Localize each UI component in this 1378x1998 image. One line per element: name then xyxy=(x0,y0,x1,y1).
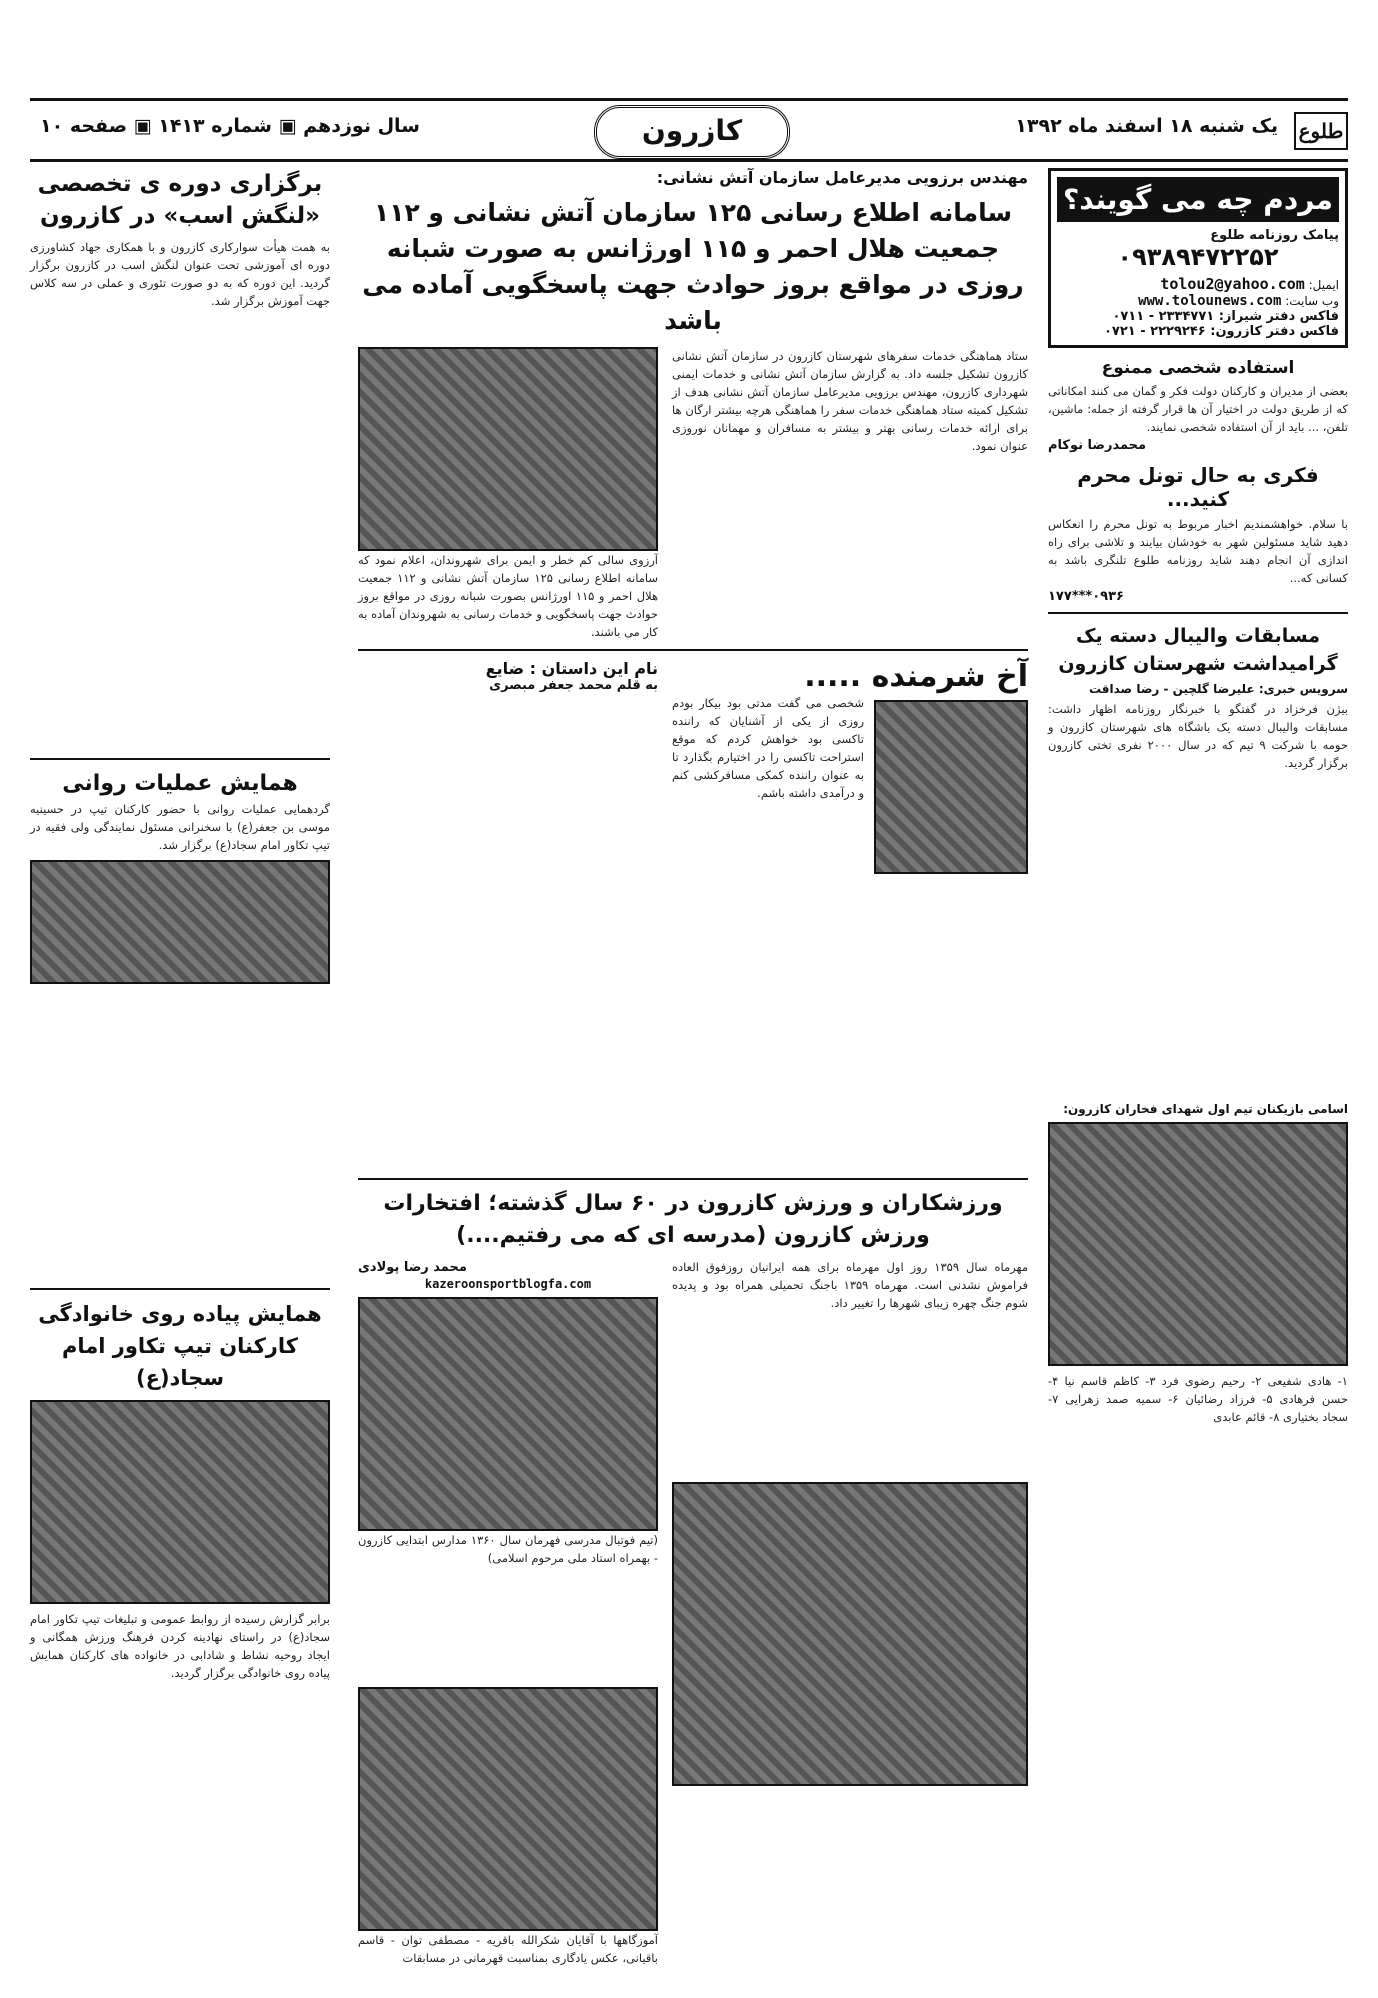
sms-label: پیامک روزنامه طلوع xyxy=(1210,228,1339,243)
tunnel-body: با سلام. خواهشمندیم اخبار مربوط به تونل محرم را انعکاس دهید شاید مسئولین شهر به خودشان بیایند و تلاشی برای راه اندازی آن انجام دهند شاید روزنامه طلوع تلنگری باشد به کسانی که... xyxy=(1048,517,1348,585)
walk-photo xyxy=(30,1400,330,1604)
page-header xyxy=(30,98,1348,162)
walk-title: همایش پیاده روی خانوادگی کارکنان تیپ تکاور امام سجاد(ع) xyxy=(38,1302,322,1390)
volleyball-players: ۱- هادی شفیعی ۲- رحیم رضوی فرد ۳- کاظم قاسم نیا ۴- حسن فرهادی ۵- فرزاد رضائیان ۶- سمیه صمد زهرایی ۷- سجاد بختیاری ۸- قائم عابدی xyxy=(1048,1374,1348,1424)
fire-article xyxy=(358,347,1028,641)
volleyball-players-label: اسامی بازیکنان تیم اول شهدای فخاران کازرون: xyxy=(1063,1102,1348,1116)
story-author: به قلم محمد جعفر مبصری xyxy=(489,678,658,693)
header-date: یک شنبه ۱۸ اسفند ماه ۱۳۹۲ xyxy=(1015,115,1278,137)
people-title: مردم چه می گویند؟ xyxy=(1057,177,1339,222)
fire-title: سامانه اطلاع رسانی ۱۲۵ سازمان آتش نشانی و ۱۱۲ جمعیت هلال احمر و ۱۱۵ اورژانس به صورت شبانه روزی در مواقع بروز حوادث جهت پاسخگویی آماده می باشد xyxy=(362,198,1024,335)
fire-meeting-photo xyxy=(358,347,658,551)
volleyball-body: بیژن فرخزاد در گفتگو با خبرنگار روزنامه اظهار داشت: مسابقات والیبال دسته یک باشگاه های شهرستان کازرون و حومه با شرکت ۹ تیم که در سال ۲۰۰۰ نفری تختی کازرون برگزار گردید. xyxy=(1048,702,1348,770)
email-label: ایمیل: xyxy=(1308,278,1339,292)
walk-body: برابر گزارش رسیده از روابط عمومی و تبلیغات تیپ تکاور امام سجاد(ع) در راستای نهادینه کردن فرهنگ ورزش همگانی و ایجاد روحیه نشاط و شادابی در خانواده های کارکنان همایش پیاده روی خانوادگی برگزار گردید. xyxy=(30,1612,330,1680)
sports-caption-2: آموزگاهها با آقایان شکرالله باقریه - مصطفی توان - قاسم باقیانی، عکس یادگاری بمناسبت قهرمانی در مسابقات xyxy=(358,1933,658,1965)
sports-title: ورزشکاران و ورزش کازرون در ۶۰ سال گذشته؛ افتخارات ورزش کازرون (مدرسه ای که می رفتیم....) xyxy=(383,1191,1003,1248)
header-section: کازرون xyxy=(594,105,790,159)
personal-use-title: استفاده شخصی ممنوع xyxy=(1101,358,1295,378)
tunnel-title: فکری به حال تونل محرم کنید... xyxy=(1077,463,1319,511)
newspaper-logo: طلوع xyxy=(1294,112,1348,150)
fax-shiraz: فاکس دفتر شیراز: ۲۳۳۴۷۷۱ - ۰۷۱۱ xyxy=(1112,309,1339,324)
fire-body: ستاد هماهنگی خدمات سفرهای شهرستان کازرون در سازمان آتش نشانی کازرون تشکیل جلسه داد. به گزارش سازمان آتش نشانی و خدمات ایمنی شهرداری کازرون، مهندس برزویی مدیرعامل سازمان آتش نشانی هدف از تشکیل کمیته ستاد هماهنگی خدمات سفر را هماهنگی هرچه بیشتر ارگان ها برای ارائه خدمات رسانی بهتر و بیشتر به مسافران و مهمانان نوروزی عنوان نمود. xyxy=(672,349,1028,453)
football-team-photo xyxy=(358,1297,658,1531)
sms-number: ۰۹۳۸۹۴۷۲۲۵۲ xyxy=(1117,243,1279,271)
story-label: نام این داستان : ضایع xyxy=(485,659,658,678)
horse-body: به همت هیأت سوارکاری کازرون و با همکاری جهاد کشاورزی دوره ای آموزشی تحت عنوان لنگش اسب در کازرون برگزار گردید. این دوره که به دو صورت تئوری و عملی در سه کلاس جهت آموزش برگزار شد. xyxy=(30,240,330,308)
right-column xyxy=(1048,168,1348,1928)
people-box xyxy=(1048,168,1348,348)
horse-title: برگزاری دوره ی تخصصی «لنگش اسب» در کازرون xyxy=(37,171,323,229)
cleric-speaker-photo xyxy=(30,860,330,984)
seminar-title: همایش عملیات روانی xyxy=(62,771,298,796)
volleyball-title: مسابقات والیبال دسته یک گرامیداشت شهرستان کازرون xyxy=(1058,625,1338,675)
students-group-photo xyxy=(358,1687,658,1931)
fax-kazeroon: فاکس دفتر کازرون: ۲۲۲۹۲۴۶ - ۰۷۲۱ xyxy=(1103,324,1339,339)
fire-kicker: مهندس برزویی مدیرعامل سازمان آتش نشانی: xyxy=(656,168,1028,187)
web-label: وب سایت: xyxy=(1285,294,1339,308)
sports-blog: kazeroonsportblogfa.com xyxy=(424,1277,592,1291)
header-issue: سال نوزدهم ▣ شماره ۱۴۱۳ ▣ صفحه ۱۰ xyxy=(40,115,420,137)
sports-article xyxy=(358,1258,1028,1967)
shame-article xyxy=(358,659,1028,880)
email-address: tolou2@yahoo.com xyxy=(1160,275,1305,293)
center-column xyxy=(358,168,1028,1965)
tunnel-sms: ۰۹۳۶***۱۷۷ xyxy=(1048,589,1124,604)
shame-body: شخصی می گفت مدتی بود بیکار بودم روزی از یکی از آشنایان که راننده تاکسی بود خواهش کردم که موقع استراحت تاکسی را در اختیارم بگذارد تا به عنوان راننده کمکی مسافرکشی کنم و درآمدی داشته باشم. xyxy=(672,696,864,800)
personal-use-sign: محمدرضا نوکام xyxy=(1048,438,1147,453)
personal-use-body: بعضی از مدیران و کارکنان دولت فکر و گمان می کنند امکاناتی که از طریق دولت در اختیار آن ها قرار گرفته از جمله: ماشین، تلفن، ... باید از آن استفاده شخصی نمایند. xyxy=(1048,384,1348,434)
author-portrait xyxy=(874,700,1028,874)
seminar-body: گردهمایی عملیات روانی با حضور کارکنان تیپ در حسینیه موسی بن جعفر(ع) با سخنرانی مسئول نمایندگی ولی فقیه در تیپ تکاور امام سجاد(ع) برگزار شد. xyxy=(30,802,330,852)
volleyball-byline: سرویس خبری: علیرضا گلچین - رضا صداقت xyxy=(1088,682,1348,696)
newspaper-page xyxy=(30,30,1348,1965)
shame-title: آخ شرمنده ..... xyxy=(804,659,1028,694)
sports-byline: محمد رضا پولادی xyxy=(358,1260,467,1275)
left-column xyxy=(30,168,330,1928)
fire-caption: آرزوی سالی کم خطر و ایمن برای شهروندان، اعلام نمود که سامانه اطلاع رسانی ۱۲۵ سازمان آتش نشانی و ۱۱۲ جمعیت هلال احمر و ۱۱۵ اورژانس بصورت شبانه روزی در مواقع بروز حوادث جهت پاسخگویی و خدمات رسانی به شهروندان آماده به کار می باشند. xyxy=(358,553,659,639)
volleyball-team-photo xyxy=(1048,1122,1348,1366)
sports-caption-1: (تیم فوتبال مدرسی فهرمان سال ۱۳۶۰ مدارس ابتدایی کازرون - بهمراه استاد ملی مرحوم اسلامی) xyxy=(358,1533,658,1565)
sports-body: مهرماه سال ۱۳۵۹ روز اول مهرماه برای همه ایرانیان روزفوق العاده فراموش نشدنی است. مهرماه ۱۳۵۹ باجنگ تحمیلی همراه بود و پدیده شوم جنگ چهره زیبای شهرها را تغییر داد. xyxy=(672,1260,1028,1310)
web-address: www.tolounews.com xyxy=(1138,293,1282,309)
school-yard-photo xyxy=(672,1482,1028,1786)
